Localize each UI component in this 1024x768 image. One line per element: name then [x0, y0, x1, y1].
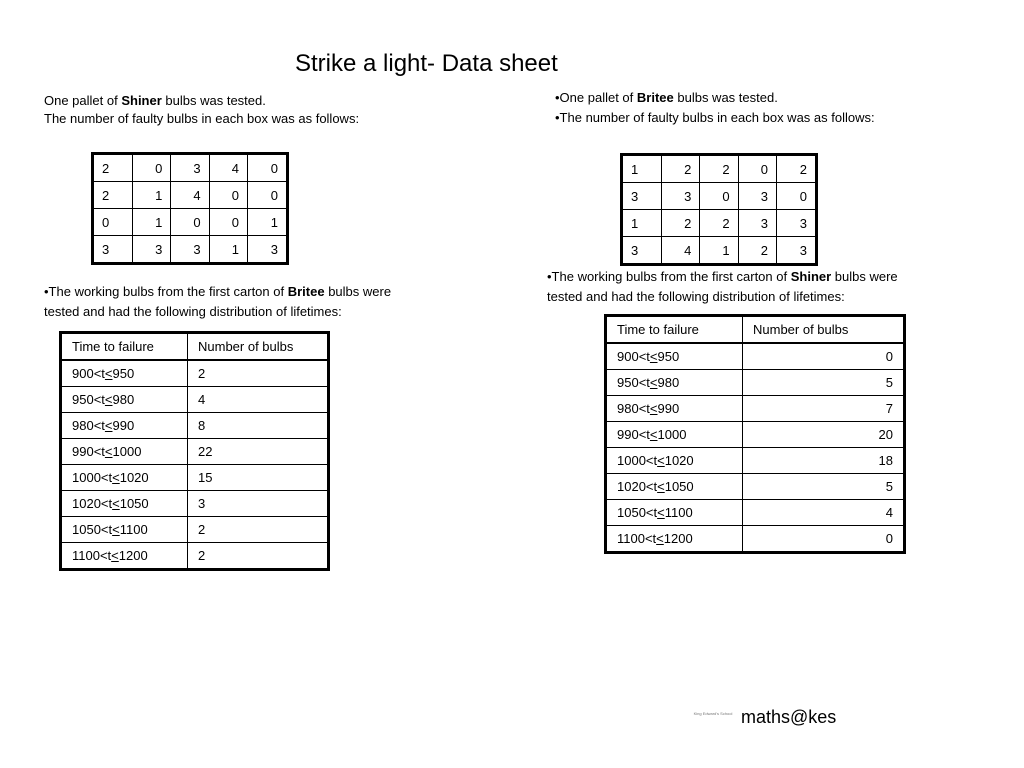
range-cell: 980<t<990: [606, 396, 743, 422]
grid-cell: 2: [93, 154, 133, 182]
grid-cell: 1: [209, 236, 247, 264]
intro-suffix: bulbs was tested.: [673, 90, 778, 105]
shiner-lifetime-intro: [547, 267, 898, 307]
shiner-faulty-table: [91, 152, 289, 265]
grid-cell: 0: [777, 183, 817, 210]
table-row: [61, 465, 329, 491]
grid-cell: 3: [248, 236, 288, 264]
less-equal-sign: <: [104, 418, 113, 433]
range-cell: 950<t<980: [606, 370, 743, 396]
table-row: [606, 370, 905, 396]
grid-cell: 0: [248, 154, 288, 182]
range-cell: 1020<t<1050: [61, 491, 188, 517]
grid-cell: 4: [209, 154, 247, 182]
footer-brand: maths@kes: [741, 707, 837, 727]
range-cell: 1100<t<1200: [606, 526, 743, 553]
grid-cell: 3: [171, 236, 209, 264]
range-cell: 1020<t<1050: [606, 474, 743, 500]
column-header: Number of bulbs: [743, 316, 905, 344]
less-equal-sign: <: [104, 366, 113, 381]
count-cell: 2: [188, 360, 329, 387]
grid-cell: 3: [171, 154, 209, 182]
grid-cell: 3: [622, 183, 662, 210]
grid-cell: 1: [622, 155, 662, 183]
intro-brand: Shiner: [121, 93, 162, 108]
grid-cell: 3: [93, 236, 133, 264]
table-row: [61, 360, 329, 387]
grid-cell: 2: [700, 210, 738, 237]
grid-cell: 0: [209, 182, 247, 209]
range-cell: 990<t<1000: [606, 422, 743, 448]
count-cell: 5: [743, 474, 905, 500]
column-header: Number of bulbs: [188, 333, 329, 361]
table-header-row: [61, 333, 329, 361]
range-cell: 990<t<1000: [61, 439, 188, 465]
grid-cell: 3: [661, 183, 699, 210]
column-header: Time to failure: [606, 316, 743, 344]
range-cell: 900<t<950: [61, 360, 188, 387]
table-row: [61, 439, 329, 465]
count-cell: 2: [188, 517, 329, 543]
column-header: Time to failure: [61, 333, 188, 361]
grid-cell: 3: [777, 210, 817, 237]
grid-cell: 0: [132, 154, 170, 182]
grid-row: [93, 209, 288, 236]
range-cell: 1100<t<1200: [61, 543, 188, 570]
count-cell: 2: [188, 543, 329, 570]
count-cell: 0: [743, 526, 905, 553]
lifetime-brand: Shiner: [790, 269, 832, 284]
lifetime-prefix: •The working bulbs from the first carton of: [44, 284, 288, 299]
intro-prefix: •One pallet of: [555, 90, 637, 105]
britee-lifetime-line1: [44, 282, 391, 302]
range-cell: 1000<t<1020: [61, 465, 188, 491]
table-row: [606, 448, 905, 474]
grid-cell: 0: [93, 209, 133, 236]
grid-cell: 3: [777, 237, 817, 265]
range-cell: 950<t<980: [61, 387, 188, 413]
grid-cell: 1: [248, 209, 288, 236]
range-cell: 1050<t<1100: [61, 517, 188, 543]
school-logo-caption: King Edward's School: [693, 711, 733, 716]
table-row: [61, 543, 329, 570]
count-cell: 0: [743, 343, 905, 370]
less-equal-sign: <: [111, 548, 119, 563]
grid-row: [93, 236, 288, 264]
britee-lifetime-line2: tested and had the following distribution of lifetimes:: [44, 304, 342, 319]
lifetime-suffix: bulbs were: [324, 284, 392, 299]
count-cell: 18: [743, 448, 905, 474]
grid-cell: 0: [700, 183, 738, 210]
count-cell: 22: [188, 439, 329, 465]
grid-cell: 0: [248, 182, 288, 209]
britee-intro-line2: •The number of faulty bulbs in each box was as follows:: [555, 110, 875, 125]
less-equal-sign: <: [649, 401, 658, 416]
grid-row: [622, 155, 817, 183]
grid-cell: 2: [661, 155, 699, 183]
britee-intro-line1: [555, 88, 875, 108]
grid-cell: 3: [738, 183, 776, 210]
count-cell: 7: [743, 396, 905, 422]
grid-cell: 3: [622, 237, 662, 265]
less-equal-sign: <: [104, 444, 113, 459]
grid-cell: 1: [132, 209, 170, 236]
shiner-intro: [44, 92, 359, 128]
lifetime-suffix: bulbs were: [831, 269, 898, 284]
less-equal-sign: <: [649, 427, 658, 442]
grid-row: [622, 210, 817, 237]
grid-cell: 2: [661, 210, 699, 237]
grid-cell: 0: [209, 209, 247, 236]
count-cell: 8: [188, 413, 329, 439]
less-equal-sign: <: [656, 531, 664, 546]
range-cell: 1050<t<1100: [606, 500, 743, 526]
shiner-lifetime-table: [604, 314, 906, 554]
table-row: [606, 526, 905, 553]
table-row: [606, 474, 905, 500]
table-row: [606, 422, 905, 448]
page-title: Strike a light- Data sheet: [295, 50, 558, 77]
less-equal-sign: <: [104, 392, 113, 407]
grid-cell: 3: [132, 236, 170, 264]
grid-cell: 1: [132, 182, 170, 209]
grid-cell: 2: [700, 155, 738, 183]
shiner-intro-line2: The number of faulty bulbs in each box was as follows:: [44, 111, 360, 126]
britee-lifetime-intro: [44, 282, 391, 322]
range-cell: 900<t<950: [606, 343, 743, 370]
less-equal-sign: <: [649, 349, 658, 364]
grid-cell: 4: [661, 237, 699, 265]
lifetime-prefix: •The working bulbs from the first carton of: [547, 269, 791, 284]
grid-cell: 0: [171, 209, 209, 236]
table-header-row: [606, 316, 905, 344]
grid-cell: 2: [738, 237, 776, 265]
shiner-lifetime-line2: tested and had the following distribution of lifetimes:: [547, 289, 845, 304]
grid-cell: 3: [738, 210, 776, 237]
britee-faulty-table: [620, 153, 818, 266]
count-cell: 20: [743, 422, 905, 448]
count-cell: 15: [188, 465, 329, 491]
intro-prefix: One pallet of: [44, 93, 122, 108]
grid-cell: 2: [777, 155, 817, 183]
lifetime-brand: Britee: [287, 284, 325, 299]
table-row: [61, 413, 329, 439]
britee-lifetime-table: [59, 331, 330, 571]
table-row: [606, 343, 905, 370]
table-row: [61, 387, 329, 413]
intro-suffix: bulbs was tested.: [161, 93, 266, 108]
grid-cell: 1: [700, 237, 738, 265]
less-equal-sign: <: [112, 470, 120, 485]
grid-cell: 4: [171, 182, 209, 209]
less-equal-sign: <: [657, 479, 665, 494]
grid-cell: 0: [738, 155, 776, 183]
grid-cell: 1: [622, 210, 662, 237]
count-cell: 3: [188, 491, 329, 517]
grid-cell: 2: [93, 182, 133, 209]
grid-row: [622, 237, 817, 265]
intro-brand: Britee: [636, 90, 674, 105]
less-equal-sign: <: [112, 522, 120, 537]
table-row: [606, 396, 905, 422]
less-equal-sign: <: [649, 375, 658, 390]
range-cell: 980<t<990: [61, 413, 188, 439]
less-equal-sign: <: [112, 496, 120, 511]
grid-row: [622, 183, 817, 210]
range-cell: 1000<t<1020: [606, 448, 743, 474]
table-row: [606, 500, 905, 526]
table-row: [61, 517, 329, 543]
count-cell: 4: [743, 500, 905, 526]
grid-row: [93, 154, 288, 182]
count-cell: 5: [743, 370, 905, 396]
grid-row: [93, 182, 288, 209]
britee-intro: [555, 88, 875, 128]
less-equal-sign: <: [657, 505, 665, 520]
table-row: [61, 491, 329, 517]
shiner-intro-line1: [44, 92, 359, 110]
less-equal-sign: <: [657, 453, 665, 468]
shiner-lifetime-line1: [547, 267, 898, 287]
count-cell: 4: [188, 387, 329, 413]
